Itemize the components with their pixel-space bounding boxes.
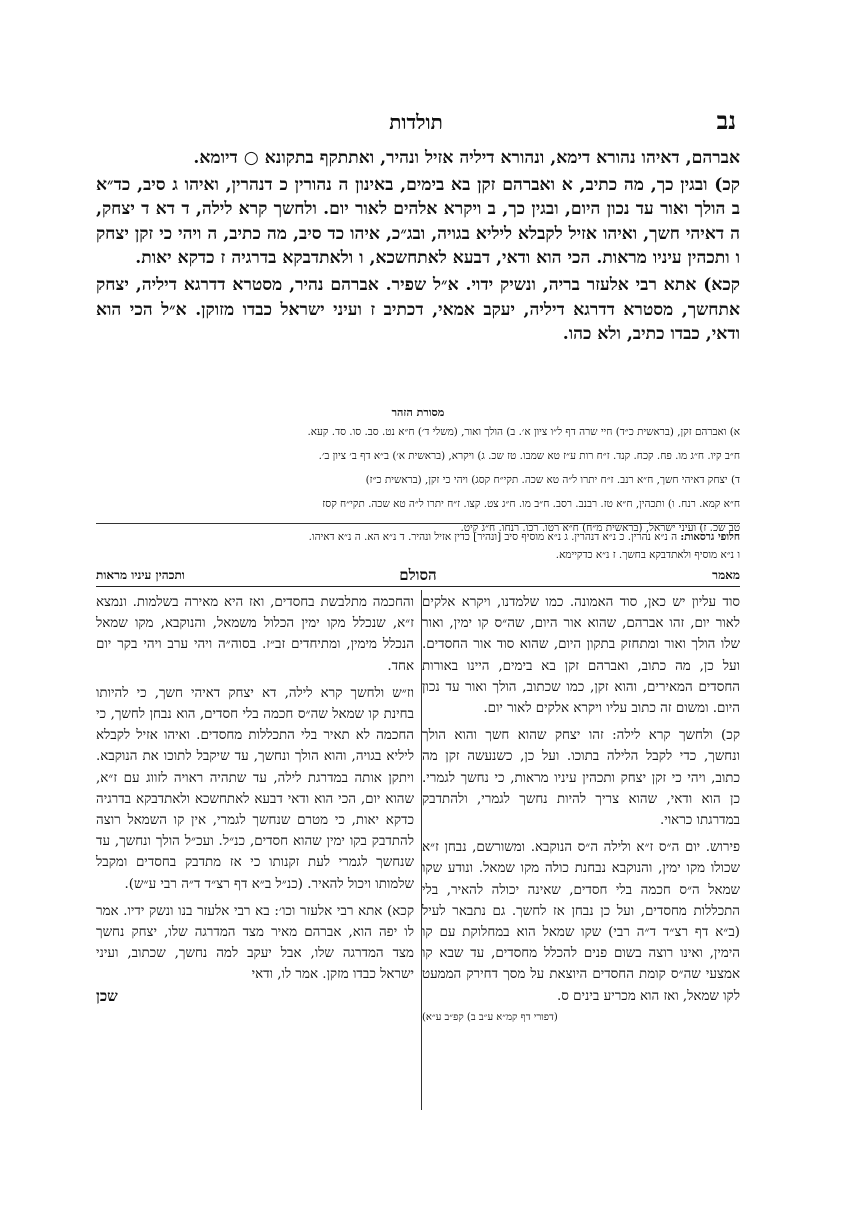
- page-header: [96, 106, 736, 140]
- commentary-paragraph: קכא) אתא רבי אלעזר וכו׳: בא רבי אלעזר בנו ונשק ידיו. אמר לו יפה הוא, אברהם מאיר מצד המדרגה שלו, יצחק נחשך מצד המדרגה שלו, אבל יעקב למה נחשך, שכתוב, ועיני ישראל כבדו מזקן. אמר לו, ודאי: [96, 903, 414, 983]
- note-line: ח״ב קיו. ח״ג מו. פח. קכח. קנד. ז״ח רות ע״ז טא שמבו. טז שכ. ג) ויקרא, (בראשית א׳) ב״א דף ב׳ ציון ב׳.: [318, 450, 740, 462]
- commentary-paragraph: והחכמה מתלבשת בחסדים, ואז היא מאירה בשלמות. ונמצא ז״א, שנכלל מקו ימין הכלול משמאל, והנוקבא, מקו שמאל הנכלל מימין, ומתיחדים זב״ז. בסוה״ה ויהי ערב ויהי בקר יום אחד.: [96, 595, 414, 674]
- masoret-notes: [96, 420, 740, 540]
- note-line: ד) יצחק דאיהי חשך, ח״א רנב. ז״ח יתרו ל״ה טא שכה. תקי״ח קסג) ויהי כי זקן, (בראשית כ״ז): [365, 474, 740, 486]
- page-title: תולדות: [389, 110, 443, 134]
- main-paragraph: קכ) ובגין כך, מה כתיב, א ואברהם זקן בא בימים, באינון ה נהורין כ דנהרין, ואיהו ג סיב, כד״א ב הולך ואור עד נכון היום, ובגין כך, ב ויקרא אלהים לאור יום. ולחשך קרא לילה, ד דא ד יצחק, ה דאיהי חשך, ואיהו אזיל לקבלא ליליא בגויה, ובג״כ, איהו כד סיב, מה כתיב, ה ויהי כי זקן יצחק ו ותכהין עיניו מראות. הכי הוא ודאי, דבעא לאתחשכא, ו ולאתדבקא בדרגיה ז כדקא יאות.: [95, 174, 740, 269]
- commentary-header-right: מאמר: [712, 568, 740, 582]
- commentary-header: [96, 566, 740, 587]
- commentary-paragraph: סוד עליון יש כאן, סוד האמונה. כמו שלמדנו, ויקרא אלקים לאור יום, זהו אברהם, שהוא אור היום, שה״ס קו ימין, ואור שלו הולך ואור ומתחזק בתקון היום, שהוא סוד אור החסדים. ועל כן, מה כתוב, ואברהם זקן בא בימים, היינו באורות החסדים המאירים, והוא זקן, כמו שכתוב, הולך ואור עד נכון היום. ומשום זה כתוב עליו ויקרא אלקים לאור יום.: [422, 595, 740, 717]
- masoret-title: מסורת הזהר: [391, 406, 445, 419]
- note-line: טב שכ. ז) ועיני ישראל, (בראשית מ״ח) ח״א רטו. רכו. רנחו. ח״ג קיט.: [460, 522, 740, 534]
- variant-text: ה נ״א נהרין. כ נ״א דנהרין. ג נ״א מוסיף סיב [ונהיר] כדין אזיל ונהיר. ד נ״א הא. ה נ״א דאיהו.: [308, 531, 678, 543]
- main-paragraph: אברהם, דאיהו נהורא דימא, ונהורא דיליה אזיל ונהיר, ואתתקף בתקונא ○ דיומא.: [193, 148, 740, 168]
- variant-line: [96, 528, 740, 546]
- commentary-paragraph: וז״ש ולחשך קרא לילה, דא יצחק דאיהי חשך, כי להיותו בחינת קו שמאל שה״ס חכמה בלי חסדים, הוא נבחן לחשך, כי החכמה לא תאיר בלי התכללות מחסדים. ואיהו אזיל לקבלא ליליא בגויה, והוא הולך ונחשך, עד שיקבל לתוכו את הנוקבא. ויתקן אותה במדרגת לילה, עד שתהיה ראויה לזווג עם ז״א, שהוא יום, הכי הוא ודאי דבעא לאתחשכא ולאתדבקא בדרגיה כדקא יאות, כי מטרם שנחשך לגמרי, אין קו השמאל רוצה להתדבק בקו ימין שהוא חסדים, כנ״ל. ועכ״ל הולך ונחשך, עד שנחשך לגמרי לעת זקנותו כי אז מתדבק בחסדים ומקבל שלמותו ויכול להאיר. (כנ״ל ב״א דף רצ״ד ד״ה רבי ע״ש).: [96, 685, 414, 892]
- variant-readings: [96, 523, 740, 564]
- commentary-header-center: הסולם: [399, 566, 437, 584]
- commentary-paragraph: קכ) ולחשך קרא לילה: זהו יצחק שהוא חשך והוא הולך ונחשך, כדי לקבל הלילה בתוכו. ועל כן, כשנעשה זקן מה כתוב, ויהי כי זקן יצחק ותכהין עיניו מראות, כי נחשך לגמרי. כן הוא ודאי, שהוא צריך להיות נחשך לגמרי, ולהתדבק במדרגתו כראוי.: [422, 728, 740, 829]
- page-number: נב: [716, 106, 736, 135]
- commentary-header-left: ותכהין עיניו מראות: [96, 568, 185, 582]
- variants-label: חלופי גרסאות:: [680, 531, 740, 543]
- note-line: ח״א קמא. רנח. ו) ותכהין, ח״א טז. רבנב. רסב. ח״ב מו. ח״ג צט. קצו. ז״ח יתרו ל״ה טא שכה. תקי״ח קסז: [322, 498, 740, 510]
- note-line: א) ואברהם זקן, (בראשית כ״ד) חיי שרה דף ל״ו ציון א׳. ב) הולך ואור, (משלי ד׳) ח״א נט. סב. סו. סד. קעא.: [307, 426, 740, 438]
- commentary-paragraph: פירוש. יום ה״ס ז״א ולילה ה״ס הנוקבא. ומשורשם, נבחן ז״א שכולו מקו ימין, והנוקבא נבחנת כולה מקו שמאל. ונודע שקו שמאל ה״ס חכמה בלי חסדים, שאינה יכולה להאיר, בלי התכללות מחסדים, ועל כן נבחן אז לחשך. גם נתבאר לעיל (ב״א דף רצ״ד ד״ה רבי) שקו שמאל הוא במחלוקת עם קו הימין, ואינו רוצה בשום פנים להכלל מחסדים, עד שבא קו אמצעי שה״ס קומת החסדים היוצאת על מסך דחירק הממעט לקו שמאל, ואז הוא מכריע בינים ס.: [422, 840, 740, 1004]
- catchword: שכן: [96, 986, 118, 1005]
- zohar-main-text: [96, 146, 740, 347]
- variant-line: ו נ״א מוסיף ולאתדבקא בחשך. ז נ״א כדקיימא.: [555, 549, 740, 561]
- commentary-reference: (דפורי דף קמ״א ע״ב ב) קפ״ב ע״א): [422, 1011, 558, 1023]
- commentary-right-column: [422, 592, 740, 1028]
- commentary-left-column: [96, 592, 414, 1007]
- main-paragraph: קכא) אתא רבי אלעזר בריה, ונשיק ידוי. א״ל שפיר. אברהם נהיר, מסטרא דדרגא דיליה, יצחק אתחשך, מסטרא דדרגא דיליה, יעקב אמאי, דכתיב ז ועיני ישראל כבדו מזוקן. א״ל הכי הוא ודאי, כבדו כתיב, ולא כהו.: [96, 274, 740, 345]
